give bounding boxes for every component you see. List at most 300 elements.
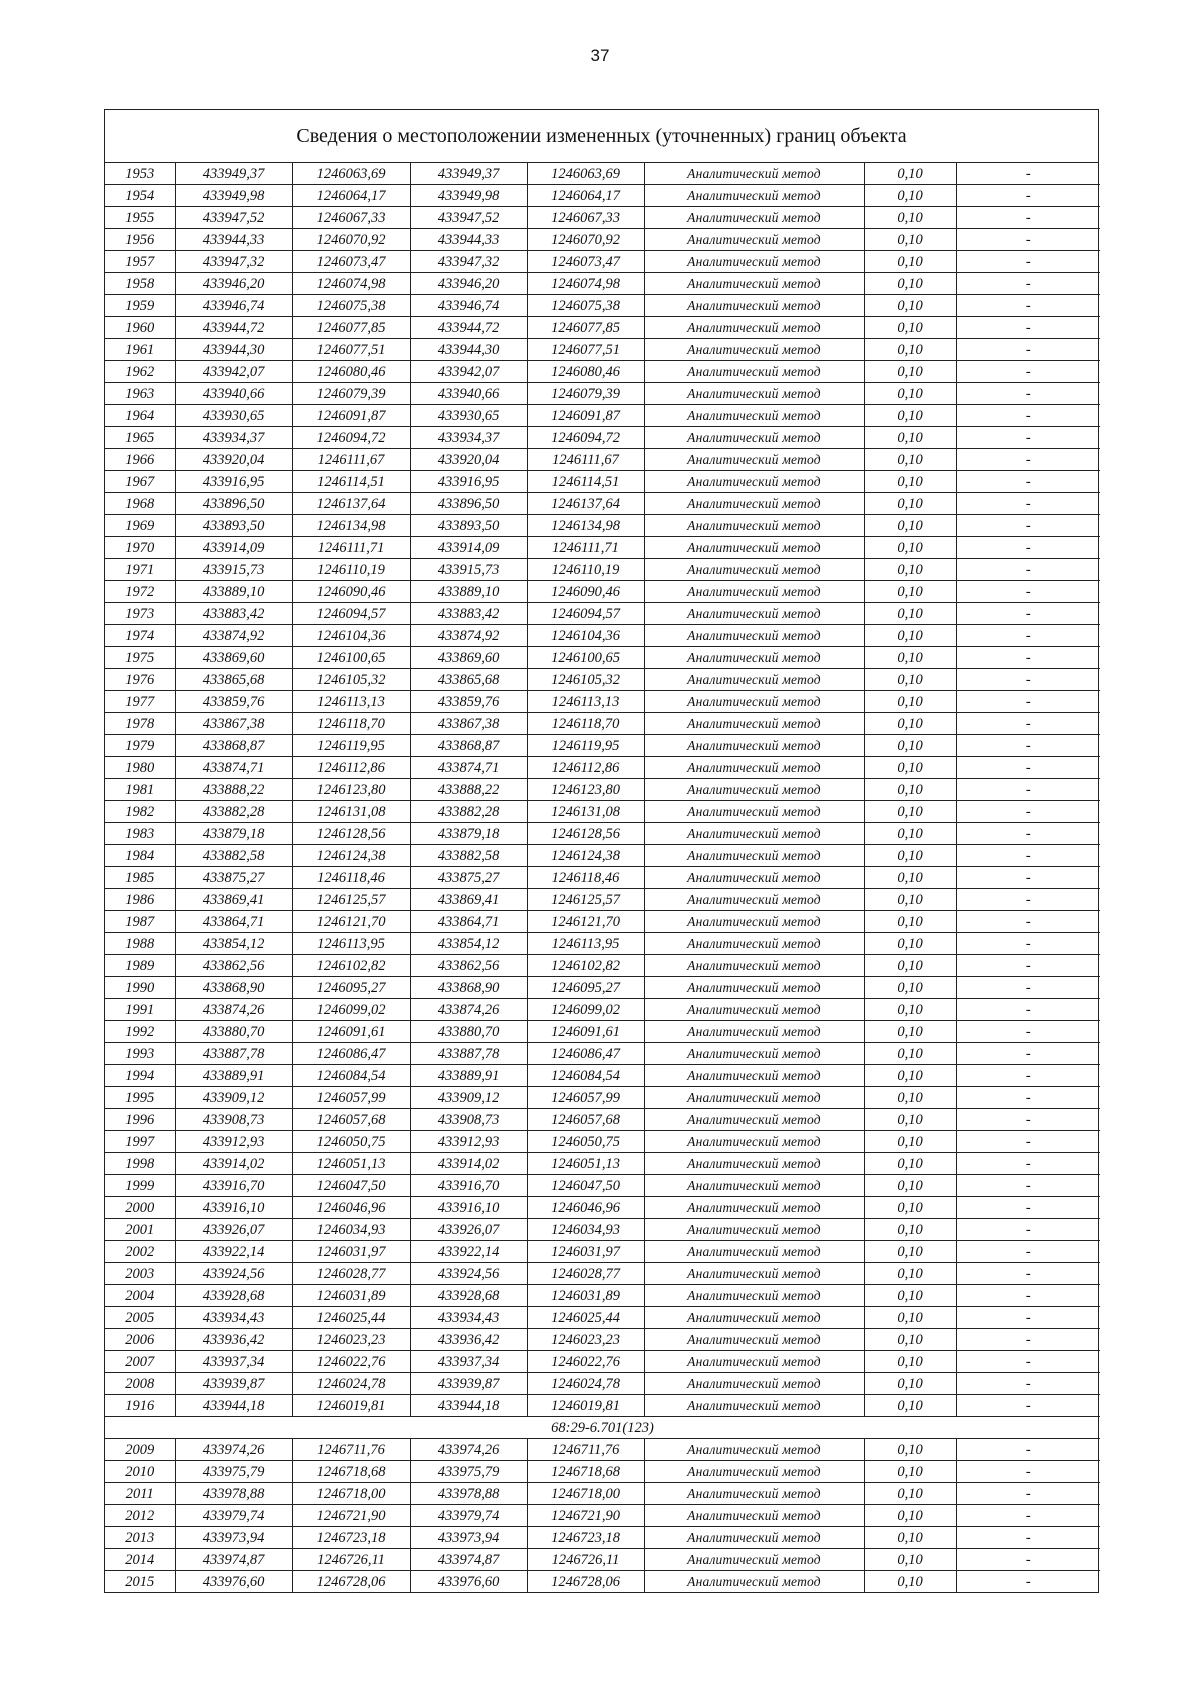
x-old-cell: 433930,65 — [175, 405, 292, 427]
description-cell: - — [956, 823, 1100, 845]
y-old-cell: 1246051,13 — [292, 1153, 410, 1175]
x-new-cell: 433874,92 — [410, 625, 527, 647]
table-row — [105, 251, 1100, 273]
y-old-cell: 1246118,46 — [292, 867, 410, 889]
x-new-cell: 433889,10 — [410, 581, 527, 603]
y-new-cell: 1246067,33 — [527, 207, 644, 229]
table-row — [105, 449, 1100, 471]
description-cell: - — [956, 273, 1100, 295]
x-new-cell: 433916,95 — [410, 471, 527, 493]
y-new-cell: 1246057,99 — [527, 1087, 644, 1109]
y-new-cell: 1246051,13 — [527, 1153, 644, 1175]
description-cell: - — [956, 1021, 1100, 1043]
method-cell: Аналитический метод — [644, 1153, 864, 1175]
accuracy-cell: 0,10 — [864, 977, 956, 999]
x-new-cell: 433914,02 — [410, 1153, 527, 1175]
x-new-cell: 433914,09 — [410, 537, 527, 559]
x-new-cell: 433942,07 — [410, 361, 527, 383]
point-number-cell: 1991 — [105, 999, 175, 1021]
coordinates-table — [105, 163, 1100, 1592]
x-old-cell: 433859,76 — [175, 691, 292, 713]
y-new-cell: 1246125,57 — [527, 889, 644, 911]
section-header: 68:29-6.701(123) — [105, 1417, 1100, 1439]
point-number-cell: 2007 — [105, 1351, 175, 1373]
x-old-cell: 433914,02 — [175, 1153, 292, 1175]
table-row — [105, 1351, 1100, 1373]
accuracy-cell: 0,10 — [864, 625, 956, 647]
method-cell: Аналитический метод — [644, 779, 864, 801]
description-cell: - — [956, 537, 1100, 559]
accuracy-cell: 0,10 — [864, 823, 956, 845]
point-number-cell: 1987 — [105, 911, 175, 933]
accuracy-cell: 0,10 — [864, 1439, 956, 1461]
description-cell: - — [956, 889, 1100, 911]
accuracy-cell: 0,10 — [864, 845, 956, 867]
y-new-cell: 1246104,36 — [527, 625, 644, 647]
table-row — [105, 1329, 1100, 1351]
point-number-cell: 1953 — [105, 163, 175, 185]
accuracy-cell: 0,10 — [864, 713, 956, 735]
y-old-cell: 1246112,86 — [292, 757, 410, 779]
description-cell: - — [956, 757, 1100, 779]
point-number-cell: 1972 — [105, 581, 175, 603]
y-old-cell: 1246125,57 — [292, 889, 410, 911]
x-old-cell: 433864,71 — [175, 911, 292, 933]
x-new-cell: 433940,66 — [410, 383, 527, 405]
table-row — [105, 273, 1100, 295]
table-row — [105, 515, 1100, 537]
description-cell: - — [956, 1285, 1100, 1307]
method-cell: Аналитический метод — [644, 713, 864, 735]
x-new-cell: 433889,91 — [410, 1065, 527, 1087]
table-row — [105, 669, 1100, 691]
method-cell: Аналитический метод — [644, 933, 864, 955]
x-old-cell: 433867,38 — [175, 713, 292, 735]
x-old-cell: 433896,50 — [175, 493, 292, 515]
description-cell: - — [956, 207, 1100, 229]
x-old-cell: 433883,42 — [175, 603, 292, 625]
table-row — [105, 1549, 1100, 1571]
x-new-cell: 433928,68 — [410, 1285, 527, 1307]
y-new-cell: 1246063,69 — [527, 163, 644, 185]
y-old-cell: 1246094,72 — [292, 427, 410, 449]
table-row — [105, 559, 1100, 581]
y-new-cell: 1246099,02 — [527, 999, 644, 1021]
method-cell: Аналитический метод — [644, 691, 864, 713]
y-new-cell: 1246124,38 — [527, 845, 644, 867]
y-new-cell: 1246094,57 — [527, 603, 644, 625]
method-cell: Аналитический метод — [644, 1285, 864, 1307]
accuracy-cell: 0,10 — [864, 361, 956, 383]
description-cell: - — [956, 1373, 1100, 1395]
accuracy-cell: 0,10 — [864, 1373, 956, 1395]
x-new-cell: 433888,22 — [410, 779, 527, 801]
table-row — [105, 1395, 1100, 1417]
y-new-cell: 1246025,44 — [527, 1307, 644, 1329]
y-old-cell: 1246091,61 — [292, 1021, 410, 1043]
x-new-cell: 433924,56 — [410, 1263, 527, 1285]
x-old-cell: 433916,10 — [175, 1197, 292, 1219]
point-number-cell: 1980 — [105, 757, 175, 779]
y-old-cell: 1246124,38 — [292, 845, 410, 867]
y-old-cell: 1246070,92 — [292, 229, 410, 251]
x-old-cell: 433926,07 — [175, 1219, 292, 1241]
point-number-cell: 1957 — [105, 251, 175, 273]
y-new-cell: 1246047,50 — [527, 1175, 644, 1197]
accuracy-cell: 0,10 — [864, 735, 956, 757]
boundary-table-frame — [104, 109, 1099, 1593]
table-row — [105, 1461, 1100, 1483]
y-old-cell: 1246090,46 — [292, 581, 410, 603]
y-old-cell: 1246113,95 — [292, 933, 410, 955]
method-cell: Аналитический метод — [644, 1021, 864, 1043]
method-cell: Аналитический метод — [644, 1505, 864, 1527]
accuracy-cell: 0,10 — [864, 1549, 956, 1571]
x-old-cell: 433973,94 — [175, 1527, 292, 1549]
y-old-cell: 1246047,50 — [292, 1175, 410, 1197]
x-old-cell: 433914,09 — [175, 537, 292, 559]
x-old-cell: 433975,79 — [175, 1461, 292, 1483]
x-new-cell: 433864,71 — [410, 911, 527, 933]
table-row — [105, 1307, 1100, 1329]
x-old-cell: 433947,32 — [175, 251, 292, 273]
y-old-cell: 1246094,57 — [292, 603, 410, 625]
point-number-cell: 1965 — [105, 427, 175, 449]
point-number-cell: 1982 — [105, 801, 175, 823]
method-cell: Аналитический метод — [644, 383, 864, 405]
x-new-cell: 433916,70 — [410, 1175, 527, 1197]
accuracy-cell: 0,10 — [864, 1175, 956, 1197]
method-cell: Аналитический метод — [644, 515, 864, 537]
y-old-cell: 1246723,18 — [292, 1527, 410, 1549]
accuracy-cell: 0,10 — [864, 1527, 956, 1549]
accuracy-cell: 0,10 — [864, 1087, 956, 1109]
accuracy-cell: 0,10 — [864, 537, 956, 559]
accuracy-cell: 0,10 — [864, 1021, 956, 1043]
y-new-cell: 1246077,85 — [527, 317, 644, 339]
method-cell: Аналитический метод — [644, 1175, 864, 1197]
table-row — [105, 581, 1100, 603]
point-number-cell: 2013 — [105, 1527, 175, 1549]
y-new-cell: 1246100,65 — [527, 647, 644, 669]
y-new-cell: 1246728,06 — [527, 1571, 644, 1593]
x-old-cell: 433915,73 — [175, 559, 292, 581]
y-old-cell: 1246022,76 — [292, 1351, 410, 1373]
method-cell: Аналитический метод — [644, 757, 864, 779]
x-new-cell: 433865,68 — [410, 669, 527, 691]
accuracy-cell: 0,10 — [864, 1219, 956, 1241]
point-number-cell: 1999 — [105, 1175, 175, 1197]
section-header-row — [105, 1417, 1100, 1439]
method-cell: Аналитический метод — [644, 1109, 864, 1131]
point-number-cell: 1958 — [105, 273, 175, 295]
method-cell: Аналитический метод — [644, 1043, 864, 1065]
table-row — [105, 911, 1100, 933]
point-number-cell: 1978 — [105, 713, 175, 735]
method-cell: Аналитический метод — [644, 449, 864, 471]
y-new-cell: 1246091,87 — [527, 405, 644, 427]
x-old-cell: 433944,18 — [175, 1395, 292, 1417]
x-new-cell: 433930,65 — [410, 405, 527, 427]
x-new-cell: 433896,50 — [410, 493, 527, 515]
point-number-cell: 1956 — [105, 229, 175, 251]
y-old-cell: 1246105,32 — [292, 669, 410, 691]
point-number-cell: 1916 — [105, 1395, 175, 1417]
x-old-cell: 433868,90 — [175, 977, 292, 999]
method-cell: Аналитический метод — [644, 889, 864, 911]
description-cell: - — [956, 493, 1100, 515]
table-row — [105, 163, 1100, 185]
description-cell: - — [956, 1395, 1100, 1417]
accuracy-cell: 0,10 — [864, 647, 956, 669]
description-cell: - — [956, 559, 1100, 581]
x-new-cell: 433874,26 — [410, 999, 527, 1021]
y-old-cell: 1246102,82 — [292, 955, 410, 977]
x-new-cell: 433934,37 — [410, 427, 527, 449]
table-row — [105, 427, 1100, 449]
table-row — [105, 647, 1100, 669]
table-row — [105, 1505, 1100, 1527]
method-cell: Аналитический метод — [644, 911, 864, 933]
x-old-cell: 433928,68 — [175, 1285, 292, 1307]
x-new-cell: 433854,12 — [410, 933, 527, 955]
x-old-cell: 433939,87 — [175, 1373, 292, 1395]
description-cell: - — [956, 603, 1100, 625]
accuracy-cell: 0,10 — [864, 1461, 956, 1483]
method-cell: Аналитический метод — [644, 229, 864, 251]
table-row — [105, 1087, 1100, 1109]
description-cell: - — [956, 801, 1100, 823]
accuracy-cell: 0,10 — [864, 317, 956, 339]
y-old-cell: 1246019,81 — [292, 1395, 410, 1417]
x-old-cell: 433916,95 — [175, 471, 292, 493]
y-old-cell: 1246057,99 — [292, 1087, 410, 1109]
description-cell: - — [956, 449, 1100, 471]
x-old-cell: 433887,78 — [175, 1043, 292, 1065]
table-row — [105, 603, 1100, 625]
x-new-cell: 433880,70 — [410, 1021, 527, 1043]
x-old-cell: 433888,22 — [175, 779, 292, 801]
x-old-cell: 433920,04 — [175, 449, 292, 471]
table-row — [105, 1109, 1100, 1131]
y-old-cell: 1246118,70 — [292, 713, 410, 735]
y-new-cell: 1246075,38 — [527, 295, 644, 317]
y-new-cell: 1246031,97 — [527, 1241, 644, 1263]
accuracy-cell: 0,10 — [864, 185, 956, 207]
x-old-cell: 433889,91 — [175, 1065, 292, 1087]
method-cell: Аналитический метод — [644, 1307, 864, 1329]
page-number: 37 — [590, 46, 610, 65]
table-row — [105, 1153, 1100, 1175]
method-cell: Аналитический метод — [644, 1549, 864, 1571]
table-row — [105, 933, 1100, 955]
x-new-cell: 433883,42 — [410, 603, 527, 625]
y-old-cell: 1246091,87 — [292, 405, 410, 427]
point-number-cell: 1959 — [105, 295, 175, 317]
method-cell: Аналитический метод — [644, 669, 864, 691]
x-old-cell: 433944,30 — [175, 339, 292, 361]
accuracy-cell: 0,10 — [864, 427, 956, 449]
table-row — [105, 471, 1100, 493]
y-old-cell: 1246134,98 — [292, 515, 410, 537]
y-new-cell: 1246128,56 — [527, 823, 644, 845]
x-new-cell: 433915,73 — [410, 559, 527, 581]
point-number-cell: 1962 — [105, 361, 175, 383]
description-cell: - — [956, 1483, 1100, 1505]
accuracy-cell: 0,10 — [864, 1131, 956, 1153]
x-new-cell: 433859,76 — [410, 691, 527, 713]
description-cell: - — [956, 1351, 1100, 1373]
table-row — [105, 735, 1100, 757]
table-row — [105, 317, 1100, 339]
point-number-cell: 2010 — [105, 1461, 175, 1483]
point-number-cell: 1974 — [105, 625, 175, 647]
table-row — [105, 1043, 1100, 1065]
y-new-cell: 1246084,54 — [527, 1065, 644, 1087]
y-old-cell: 1246114,51 — [292, 471, 410, 493]
description-cell: - — [956, 735, 1100, 757]
y-new-cell: 1246023,23 — [527, 1329, 644, 1351]
description-cell: - — [956, 625, 1100, 647]
accuracy-cell: 0,10 — [864, 339, 956, 361]
y-old-cell: 1246079,39 — [292, 383, 410, 405]
description-cell: - — [956, 427, 1100, 449]
accuracy-cell: 0,10 — [864, 1153, 956, 1175]
table-row — [105, 1483, 1100, 1505]
y-new-cell: 1246080,46 — [527, 361, 644, 383]
accuracy-cell: 0,10 — [864, 493, 956, 515]
y-old-cell: 1246718,68 — [292, 1461, 410, 1483]
y-old-cell: 1246031,89 — [292, 1285, 410, 1307]
table-row — [105, 889, 1100, 911]
table-row — [105, 757, 1100, 779]
y-new-cell: 1246094,72 — [527, 427, 644, 449]
x-old-cell: 433880,70 — [175, 1021, 292, 1043]
x-old-cell: 433942,07 — [175, 361, 292, 383]
method-cell: Аналитический метод — [644, 1219, 864, 1241]
point-number-cell: 1992 — [105, 1021, 175, 1043]
y-old-cell: 1246084,54 — [292, 1065, 410, 1087]
point-number-cell: 1979 — [105, 735, 175, 757]
point-number-cell: 1989 — [105, 955, 175, 977]
point-number-cell: 2005 — [105, 1307, 175, 1329]
x-old-cell: 433947,52 — [175, 207, 292, 229]
point-number-cell: 2008 — [105, 1373, 175, 1395]
method-cell: Аналитический метод — [644, 559, 864, 581]
description-cell: - — [956, 1263, 1100, 1285]
x-old-cell: 433949,98 — [175, 185, 292, 207]
x-new-cell: 433912,93 — [410, 1131, 527, 1153]
point-number-cell: 1995 — [105, 1087, 175, 1109]
point-number-cell: 1975 — [105, 647, 175, 669]
x-old-cell: 433909,12 — [175, 1087, 292, 1109]
y-new-cell: 1246073,47 — [527, 251, 644, 273]
y-new-cell: 1246112,86 — [527, 757, 644, 779]
table-row — [105, 1131, 1100, 1153]
x-old-cell: 433893,50 — [175, 515, 292, 537]
y-old-cell: 1246726,11 — [292, 1549, 410, 1571]
description-cell: - — [956, 1527, 1100, 1549]
point-number-cell: 1955 — [105, 207, 175, 229]
table-row — [105, 1219, 1100, 1241]
y-new-cell: 1246079,39 — [527, 383, 644, 405]
x-new-cell: 433974,87 — [410, 1549, 527, 1571]
x-new-cell: 433908,73 — [410, 1109, 527, 1131]
accuracy-cell: 0,10 — [864, 163, 956, 185]
table-row — [105, 867, 1100, 889]
point-number-cell: 1969 — [105, 515, 175, 537]
accuracy-cell: 0,10 — [864, 933, 956, 955]
x-new-cell: 433893,50 — [410, 515, 527, 537]
point-number-cell: 2002 — [105, 1241, 175, 1263]
y-new-cell: 1246034,93 — [527, 1219, 644, 1241]
accuracy-cell: 0,10 — [864, 251, 956, 273]
x-new-cell: 433947,52 — [410, 207, 527, 229]
x-old-cell: 433874,92 — [175, 625, 292, 647]
x-old-cell: 433974,87 — [175, 1549, 292, 1571]
table-row — [105, 339, 1100, 361]
method-cell: Аналитический метод — [644, 1483, 864, 1505]
point-number-cell: 2003 — [105, 1263, 175, 1285]
x-new-cell: 433939,87 — [410, 1373, 527, 1395]
y-old-cell: 1246113,13 — [292, 691, 410, 713]
accuracy-cell: 0,10 — [864, 999, 956, 1021]
method-cell: Аналитический метод — [644, 823, 864, 845]
y-old-cell: 1246067,33 — [292, 207, 410, 229]
table-row — [105, 955, 1100, 977]
method-cell: Аналитический метод — [644, 317, 864, 339]
accuracy-cell: 0,10 — [864, 383, 956, 405]
method-cell: Аналитический метод — [644, 1373, 864, 1395]
description-cell: - — [956, 867, 1100, 889]
description-cell: - — [956, 185, 1100, 207]
point-number-cell: 1964 — [105, 405, 175, 427]
y-new-cell: 1246119,95 — [527, 735, 644, 757]
point-number-cell: 1994 — [105, 1065, 175, 1087]
y-new-cell: 1246718,68 — [527, 1461, 644, 1483]
description-cell: - — [956, 361, 1100, 383]
description-cell: - — [956, 581, 1100, 603]
point-number-cell: 1986 — [105, 889, 175, 911]
y-old-cell: 1246086,47 — [292, 1043, 410, 1065]
y-new-cell: 1246028,77 — [527, 1263, 644, 1285]
point-number-cell: 2014 — [105, 1549, 175, 1571]
x-new-cell: 433973,94 — [410, 1527, 527, 1549]
method-cell: Аналитический метод — [644, 977, 864, 999]
table-row — [105, 405, 1100, 427]
method-cell: Аналитический метод — [644, 295, 864, 317]
method-cell: Аналитический метод — [644, 1351, 864, 1373]
x-new-cell: 433879,18 — [410, 823, 527, 845]
x-new-cell: 433936,42 — [410, 1329, 527, 1351]
point-number-cell: 1985 — [105, 867, 175, 889]
point-number-cell: 1961 — [105, 339, 175, 361]
accuracy-cell: 0,10 — [864, 1395, 956, 1417]
x-new-cell: 433882,58 — [410, 845, 527, 867]
x-new-cell: 433920,04 — [410, 449, 527, 471]
y-new-cell: 1246114,51 — [527, 471, 644, 493]
y-old-cell: 1246128,56 — [292, 823, 410, 845]
x-old-cell: 433946,20 — [175, 273, 292, 295]
y-new-cell: 1246711,76 — [527, 1439, 644, 1461]
y-old-cell: 1246131,08 — [292, 801, 410, 823]
x-new-cell: 433947,32 — [410, 251, 527, 273]
y-new-cell: 1246102,82 — [527, 955, 644, 977]
x-old-cell: 433944,33 — [175, 229, 292, 251]
y-new-cell: 1246091,61 — [527, 1021, 644, 1043]
y-new-cell: 1246111,67 — [527, 449, 644, 471]
description-cell: - — [956, 383, 1100, 405]
